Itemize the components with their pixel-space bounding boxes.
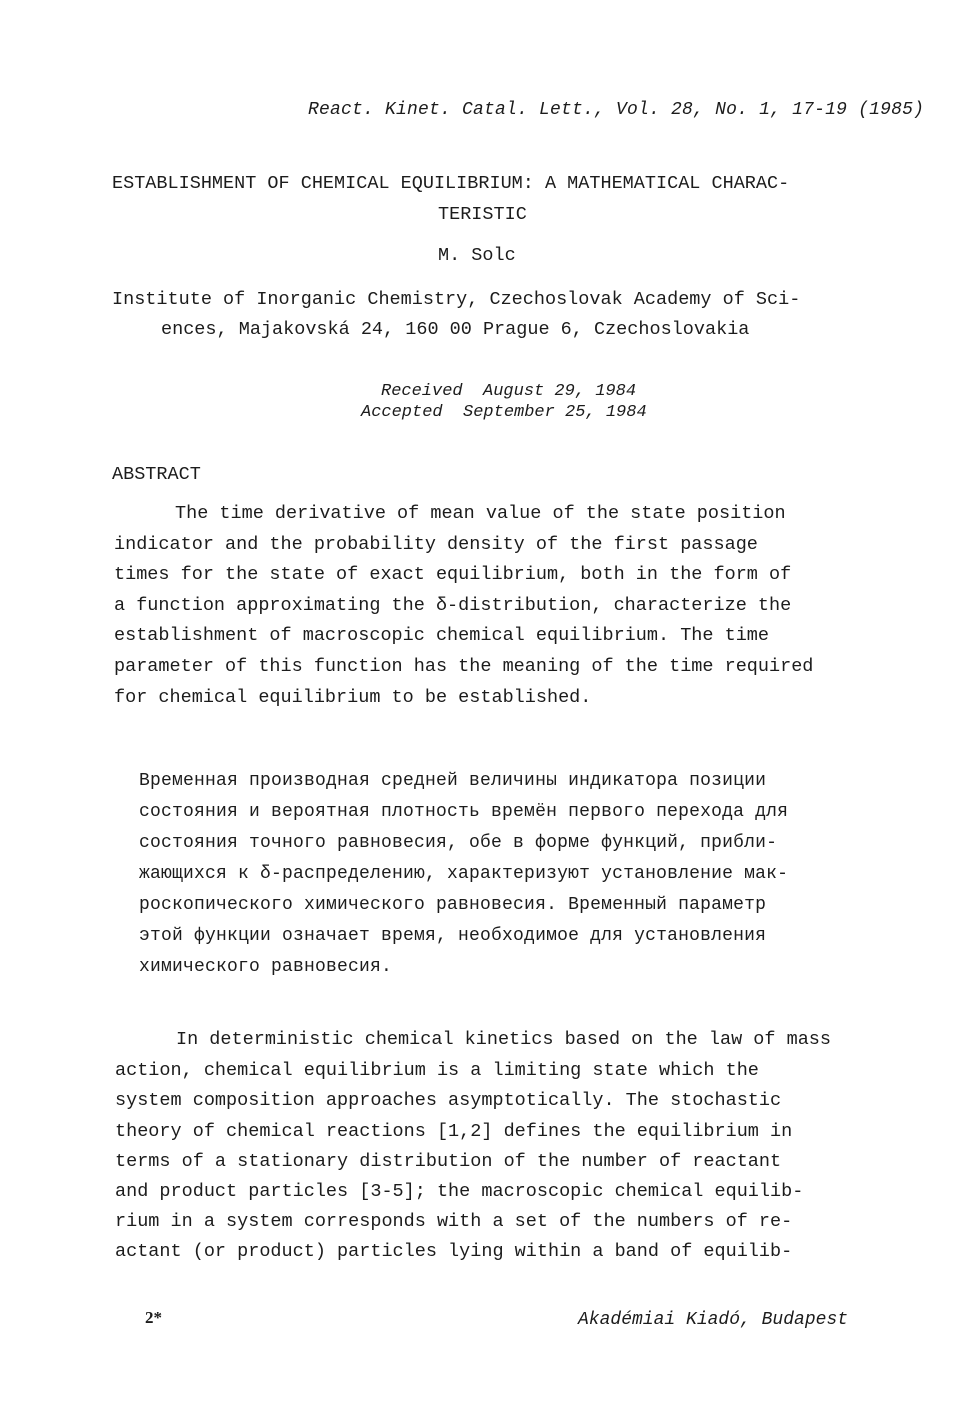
paper-title-line-1: ESTABLISHMENT OF CHEMICAL EQUILIBRIUM: A MATHEMATICAL CHARAC-: [112, 173, 790, 194]
russian-abstract-line: состояния точного равновесия, обе в форме функций, прибли-: [139, 833, 778, 853]
affiliation-line-1: Institute of Inorganic Chemistry, Czechoslovak Academy of Sci-: [112, 289, 801, 310]
affiliation-line-2: ences, Majakovská 24, 160 00 Prague 6, Czechoslovakia: [161, 319, 750, 340]
russian-abstract-line: состояния и вероятная плотность времён первого перехода для: [139, 802, 789, 822]
abstract-line: indicator and the probability density of the first passage: [114, 534, 758, 555]
body-line: and product particles [3-5]; the macroscopic chemical equilib-: [115, 1181, 804, 1202]
body-line: system composition approaches asymptotically. The stochastic: [115, 1090, 782, 1111]
page-mark: 2*: [145, 1308, 162, 1327]
russian-abstract-line: химического равновесия.: [139, 957, 393, 977]
journal-citation: React. Kinet. Catal. Lett., Vol. 28, No. 1, 17-19 (1985): [308, 100, 925, 120]
body-line: actant (or product) particles lying within a band of equilib-: [115, 1241, 793, 1262]
author-name: M. Solc: [438, 245, 516, 266]
publisher-name: Akadémiai Kiadó, Budapest: [578, 1310, 849, 1330]
body-line: terms of a stationary distribution of the number of reactant: [115, 1151, 782, 1172]
abstract-line: establishment of macroscopic chemical equilibrium. The time: [114, 625, 770, 646]
body-line: rium in a system corresponds with a set of the numbers of re-: [115, 1211, 793, 1232]
body-line: In deterministic chemical kinetics based on the law of mass: [176, 1029, 832, 1050]
abstract-line: The time derivative of mean value of the state position: [175, 503, 786, 524]
body-line: theory of chemical reactions [1,2] defines the equilibrium in: [115, 1121, 793, 1142]
russian-abstract-line: роскопического химического равновесия. Временный параметр: [139, 895, 767, 915]
russian-abstract-line: Временная производная средней величины индикатора позиции: [139, 771, 767, 791]
abstract-heading: ABSTRACT: [112, 464, 201, 485]
abstract-line: a function approximating the δ-distribution, characterize the: [114, 595, 792, 616]
abstract-line: parameter of this function has the meaning of the time required: [114, 656, 814, 677]
abstract-line: times for the state of exact equilibrium, both in the form of: [114, 564, 792, 585]
paper-title-line-2: TERISTIC: [438, 204, 527, 225]
body-line: action, chemical equilibrium is a limiting state which the: [115, 1060, 759, 1081]
abstract-line: for chemical equilibrium to be established.: [114, 687, 592, 708]
russian-abstract-line: этой функции означает время, необходимое для установления: [139, 926, 767, 946]
russian-abstract-line: жающихся к δ-распределению, характеризуют установление мак-: [139, 864, 789, 884]
accepted-date: Accepted September 25, 1984: [361, 403, 647, 422]
received-date: Received August 29, 1984: [381, 382, 637, 401]
